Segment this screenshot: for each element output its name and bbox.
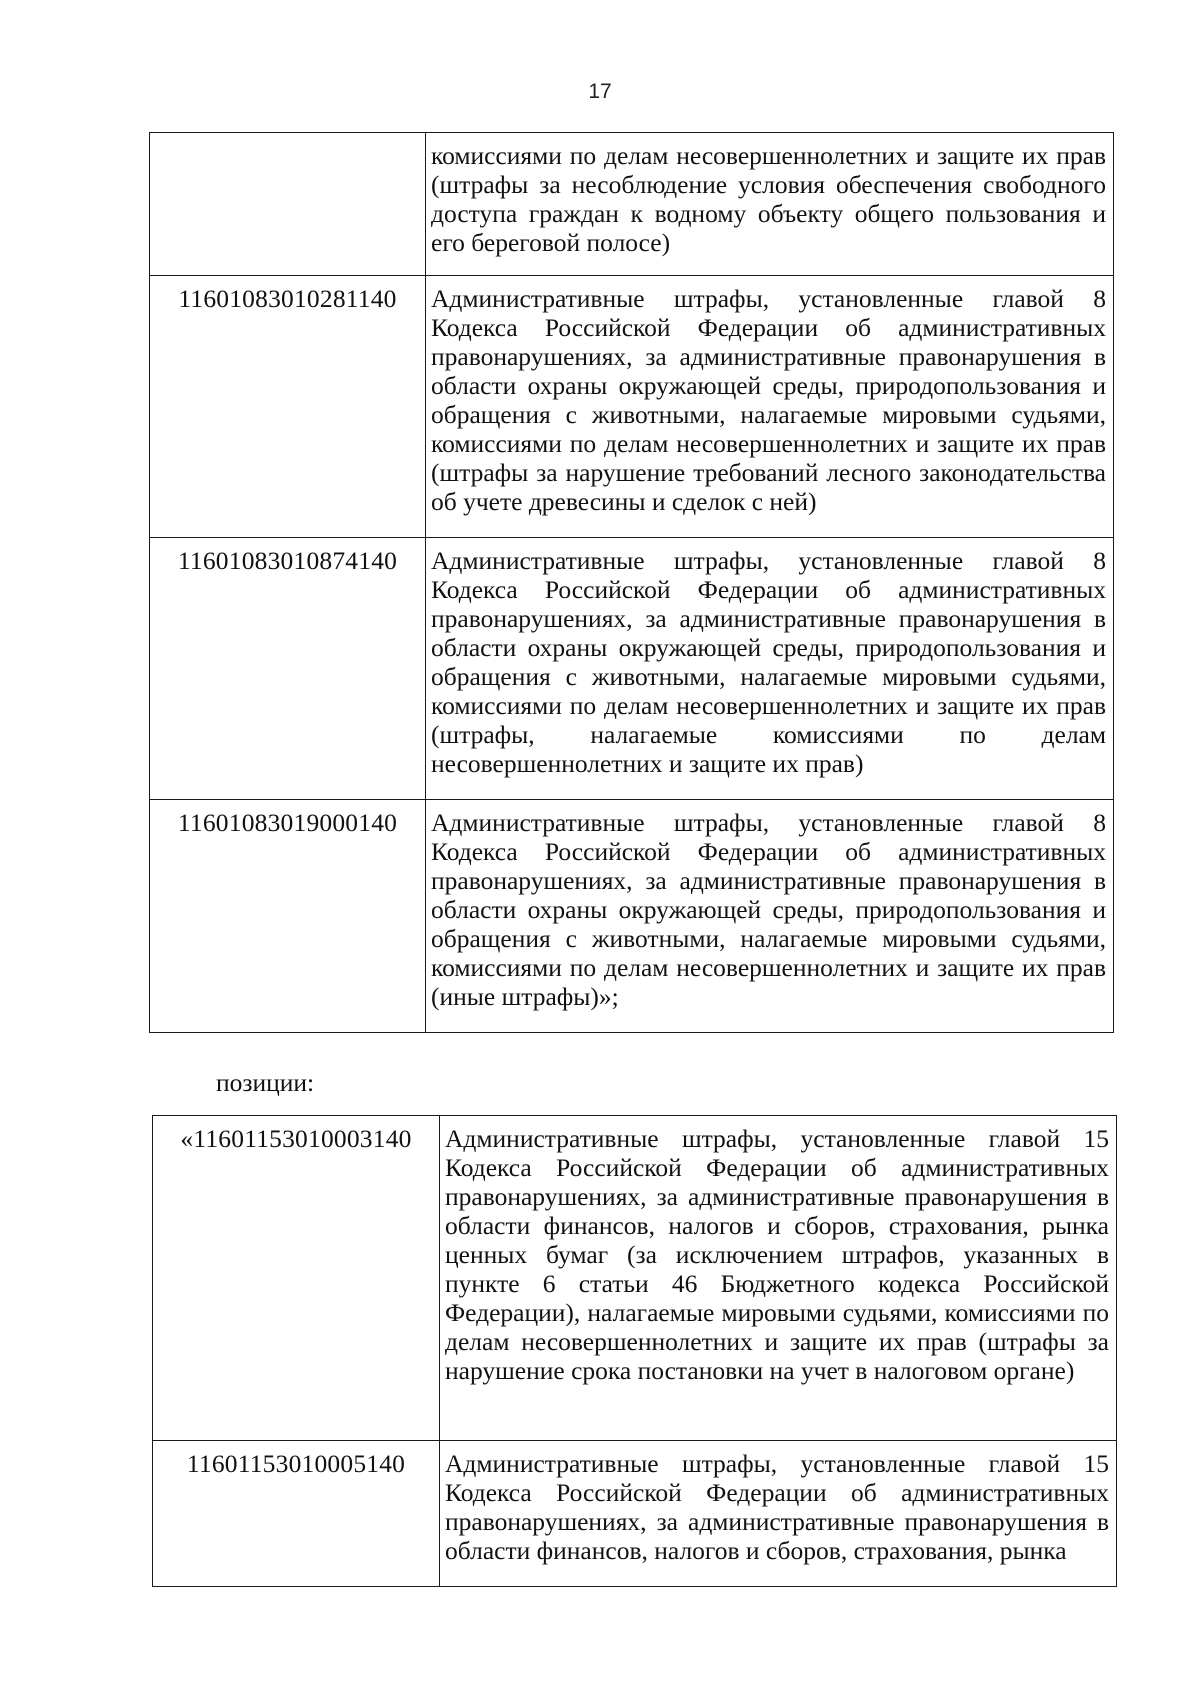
table-row	[150, 800, 1114, 1033]
table-row	[150, 276, 1114, 538]
code-cell	[150, 133, 426, 276]
description-cell: Административные штрафы, установленные главой 15 Кодекса Российской Федерации об административных правонарушениях, за административные правонарушения в области финансов, налогов и сборов, страхования, рынка ценных бумаг (за исключением штрафов, указанных в пункте 6 статьи 46 Бюджетного кодекса Российской Федерации), налагаемые мировыми судьями, комиссиями по делам несовершеннолетних и защите их прав (штрафы за нарушение срока постановки на учет в налоговом органе)	[440, 1116, 1117, 1441]
table-row	[153, 1116, 1117, 1441]
description-cell: комиссиями по делам несовершеннолетних и защите их прав (штрафы за несоблюдение условия обеспечения свободного доступа граждан к водному объекту общего пользования и его береговой полосе)	[426, 133, 1114, 276]
code-cell: 11601153010005140	[153, 1441, 440, 1587]
description-cell: Административные штрафы, установленные главой 15 Кодекса Российской Федерации об административных правонарушениях, за административные правонарушения в области финансов, налогов и сборов, страхования, рынка	[440, 1441, 1117, 1587]
code-cell: 11601083019000140	[150, 800, 426, 1033]
code-cell: «11601153010003140	[153, 1116, 440, 1441]
table-row	[150, 538, 1114, 800]
section-label: позиции:	[216, 1068, 315, 1097]
budget-codes-table-continued	[149, 132, 1114, 1033]
description-cell: Административные штрафы, установленные главой 8 Кодекса Российской Федерации об административных правонарушениях, за административные правонарушения в области охраны окружающей среды, природопользования и обращения с животными, налагаемые мировыми судьями, комиссиями по делам несовершеннолетних и защите их прав (иные штрафы)»;	[426, 800, 1114, 1033]
description-cell: Административные штрафы, установленные главой 8 Кодекса Российской Федерации об административных правонарушениях, за административные правонарушения в области охраны окружающей среды, природопользования и обращения с животными, налагаемые мировыми судьями, комиссиями по делам несовершеннолетних и защите их прав (штрафы, налагаемые комиссиями по делам несовершеннолетних и защите их прав)	[426, 538, 1114, 800]
description-cell: Административные штрафы, установленные главой 8 Кодекса Российской Федерации об административных правонарушениях, за административные правонарушения в области охраны окружающей среды, природопользования и обращения с животными, налагаемые мировыми судьями, комиссиями по делам несовершеннолетних и защите их прав (штрафы за нарушение требований лесного законодательства об учете древесины и сделок с ней)	[426, 276, 1114, 538]
table-row	[150, 133, 1114, 276]
code-cell: 11601083010874140	[150, 538, 426, 800]
page-number: 17	[588, 80, 612, 103]
code-cell: 11601083010281140	[150, 276, 426, 538]
budget-codes-table-new-positions	[152, 1115, 1117, 1587]
table-row	[153, 1441, 1117, 1587]
